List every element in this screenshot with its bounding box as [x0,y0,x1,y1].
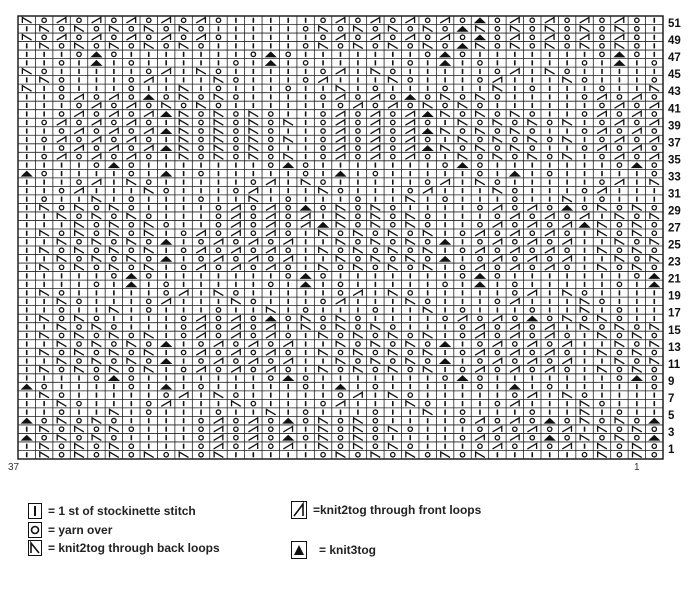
row-label: 43 [668,86,681,99]
row-labels [668,18,681,456]
column-label-37: 37 [8,462,20,470]
row-label: 49 [668,35,681,48]
row-label: 19 [668,290,681,303]
row-label: 25 [668,239,681,252]
row-label: 15 [668,324,681,337]
row-label: 3 [668,427,675,440]
triangle-icon [291,541,307,559]
legend-stockinette-text: = 1 st of stockinette stitch [48,504,196,518]
vertical-bar-icon [28,503,42,519]
row-label: 45 [668,69,681,82]
row-label: 47 [668,52,681,65]
row-label: 29 [668,205,681,218]
row-label: 21 [668,273,681,286]
slash-icon [291,501,307,519]
legend-k2tog-front [291,501,481,519]
row-label: 27 [668,222,681,235]
circle-icon [28,522,42,538]
legend-k2tog-front-text: =knit2tog through front loops [313,503,482,517]
row-label: 1 [668,444,675,457]
legend-k2tog-back-text: = knit2tog through back loops [48,541,220,555]
row-label: 31 [668,188,681,201]
row-label: 23 [668,256,681,269]
row-label: 17 [668,307,681,320]
row-label: 9 [668,375,675,388]
row-label: 35 [668,154,681,167]
row-label: 37 [668,137,681,150]
legend-yarn-over-text: = yarn over [48,523,113,537]
legend-k3tog-text: = knit3tog [319,543,377,557]
column-label-1: 1 [634,462,640,470]
row-label: 51 [668,18,681,31]
row-label: 7 [668,392,675,405]
chart-grid [18,16,663,459]
row-label: 41 [668,103,681,116]
legend-yarn-over [28,522,112,538]
row-label: 13 [668,341,681,354]
row-label: 39 [668,120,681,133]
legend-stockinette [28,503,196,519]
backslash-icon [28,540,42,556]
legend-k2tog-back [28,540,220,556]
row-label: 5 [668,409,675,422]
row-label: 33 [668,171,681,184]
row-label: 11 [668,358,681,371]
legend-k3tog [291,541,376,559]
